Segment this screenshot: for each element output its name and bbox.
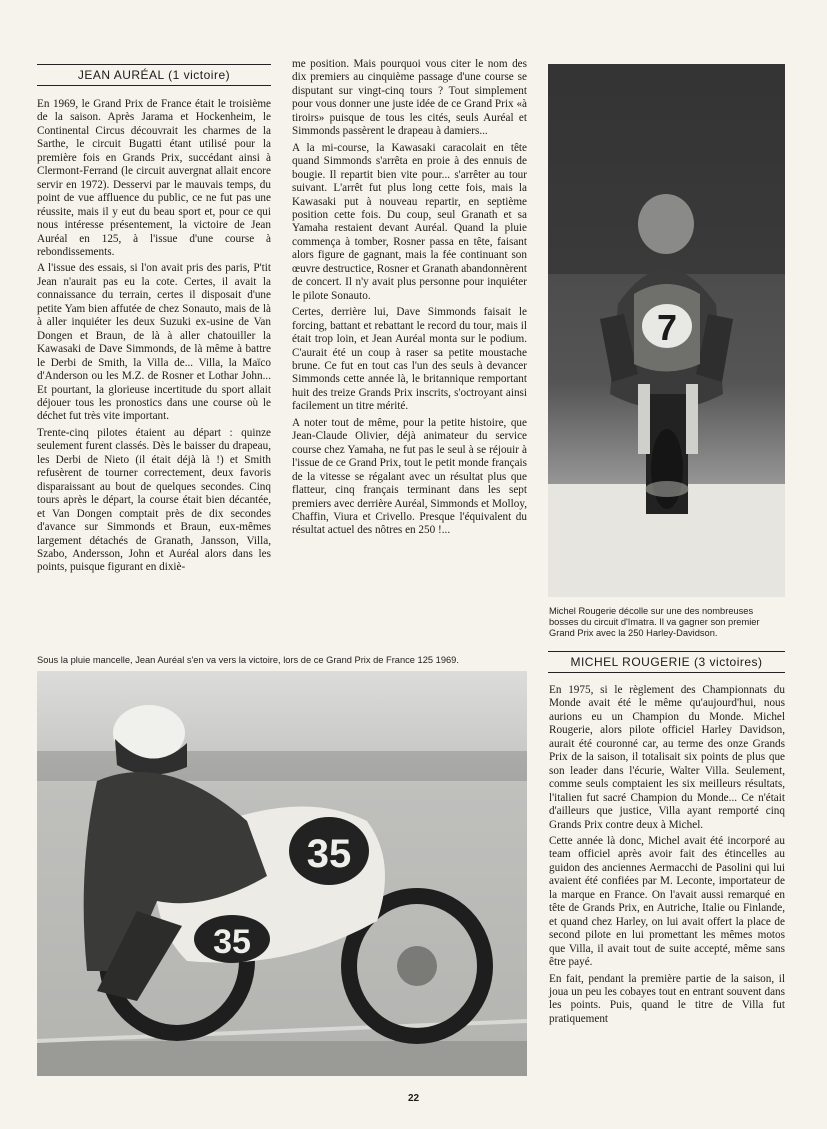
article-column-3 (549, 684, 785, 1026)
photo-caption-rougerie: Michel Rougerie décolle sur une des nombreuses bosses du circuit d'Imatra. Il va gagner son premier Grand Prix avec la 250 Harley-Davidson. (549, 606, 760, 638)
article-column-1 (37, 98, 271, 575)
paragraph: Trente-cinq pilotes étaient au départ : quinze seulement furent classés. Dès le baisser du drapeau, les Derbi de Nieto (il était déjà là !) et Smith refusèrent de tourner correctement, deux favoris disparaissant au bout de quelques secondes. Cinq tours après le départ, la course était bien décantée, et Van Dongen comptait près de dix secondes d'avance sur Simmonds et Braun, eux-mêmes largement détachés de Granath, Jansson, Villa, Szabo, Andersson, John et Auréal alors dans les points, puisque figurant en dixiè- (37, 426, 271, 574)
section-heading-rougerie: MICHEL ROUGERIE (3 victoires) (548, 651, 785, 673)
paragraph: En 1975, si le règlement des Championnats du Monde avait été le même qu'aujourd'hui, nous aurions eu un Champion du Monde. Michel Rougerie, alors pilote officiel Harley Davidson, aurait été couronné car, au terme des onze Grands Prix de la saison, il totalisait six points de plus que son leader dans l'écurie, Walter Villa. Seulement, comme seuls comptaient les six meilleurs résultats, l'italien fut sacré Champion du Monde... Ce n'était d'ailleurs que justice, Villa ayant remporté cinq Grands Prix contre deux à Michel. (549, 684, 785, 831)
article-column-2 (292, 58, 527, 538)
paragraph: me position. Mais pourquoi vous citer le nom des dix premiers au cinquième passage d'une course se disputant sur vingt-cinq tours ? Tout simplement pour vous donner une juste idée de ce Grand Prix «à tiroirs» puisque de tous les cités, seuls Auréal et Simmonds passèrent le drapeau à damiers... (292, 58, 527, 138)
section-heading-aureal: JEAN AURÉAL (1 victoire) (37, 64, 271, 86)
photo-caption-aureal: Sous la pluie mancelle, Jean Auréal s'en va vers la victoire, lors de ce Grand Prix de France 125 1969. (37, 655, 459, 665)
paragraph: En fait, pendant la première partie de la saison, il joua un peu les cobayes tout en entrant souvent dans les points. Puis, quand le titre de Villa fut pratiquement (549, 972, 785, 1025)
photo-aureal (37, 671, 527, 1076)
paragraph: A noter tout de même, pour la petite histoire, que Jean-Claude Olivier, déjà animateur du service course chez Yamaha, ne fut pas le seul à se réjouir à l'issue de ce Grand Prix, tout le petit monde français de la vitesse se régalant avec un résultat plus que flatteur, cinq français terminant dans les sept premiers avec derrière Auréal, Simmonds et Molloy, Chaffin, Viura et Crivello. Presque l'équivalent du résultat actuel des nôtres en 250 !... (292, 416, 527, 537)
race-number-35-front: 35 (306, 832, 352, 876)
paragraph: Cette année là donc, Michel avait été incorporé au team officiel après avoir fait des étincelles au guidon des anciennes Aermacchi de Pasolini qui lui avaient été confiées par M. Leconte, importateur de la marque en France. On l'avait aussi remarqué en tête de Grands Prix, en Autriche, Italie ou Finlande, et quand chez Harley, on lui avait offert la place de second pilote en lui promettant les mêmes motos que Villa, il avait tout de suite accepté, même sans être payé. (549, 834, 785, 969)
paragraph: Certes, derrière lui, Dave Simmonds faisait le forcing, battant et rebattant le record du tour, mais il était trop loin, et Jean Auréal monta sur le podium. C'aurait été un coup à raser sa petite moustache brune. Ce fut en tout cas l'un des seuls à devancer Simmonds cette année là, le britannique remportant huit des treize Grands Prix inscrits, s'octroyant ainsi facilement un titre mérité. (292, 306, 527, 413)
race-number-7: 7 (656, 307, 678, 348)
paragraph: A l'issue des essais, si l'on avait pris des paris, P'tit Jean n'aurait pas eu la cote. Certes, il avait la connaissance du terrain, certes il disposait d'une petite Yam bien affutée de chez Sonauto, mais de là à aller inquiéter les deux Suzuki ex-usine de Van Dongen et Braun, de là à aller chatouiller la Kawasaki de Dave Simmonds, de là même à battre le Derbi de Smith, la Villa de... Villa, la Maïco d'Anderson ou les M.Z. de Rosner et Lothar John... Et pourtant, la glorieuse incertitude du sport allait déjouer tous les pronostics dans une course où le déchet fut très vite important. (37, 262, 271, 423)
race-number-35-side: 35 (213, 923, 251, 961)
photo-rougerie (548, 64, 785, 597)
page-number: 22 (407, 1093, 420, 1104)
paragraph: En 1969, le Grand Prix de France était le troisième de la saison. Après Jarama et Hockenheim, le Continental Circus découvrait les charmes de la Sarthe, le circuit Bugatti étant utilisé pour la première fois en Grands Prix, succédant ainsi à Clermont-Ferrand (le circuit auvergnat allait encore servir en 1972). Desservi par le mauvais temps, du point de vue affluence du public, ce ne fut pas une réussite, mais il y eut du beau sport et, pour ce qui nous intéresse présentement, la victoire de Jean Auréal en 125, à l'issue d'une course à rebondissements. (37, 98, 271, 258)
paragraph: A la mi-course, la Kawasaki caracolait en tête quand Simmonds s'arrêta en proie à des ennuis de bougie. Il repartit bien vite pour... s'arrêter au tour suivant. L'arrêt fut plus long cette fois, mais la Kawasaki put à nouveau repartir, en septième position cette fois. Du coup, seul Granath et sa Yamaha restaient devant Auréal. Quand la pluie commença à tomber, Rosner passa en tête, faisant alors figure de gagnant, mais la fée continuant son œuvre destructice, Rosner et Granath abandonnèrent de concert. Il n'y avait plus personne pour inquiéter le pilote Sonauto. (292, 141, 527, 302)
